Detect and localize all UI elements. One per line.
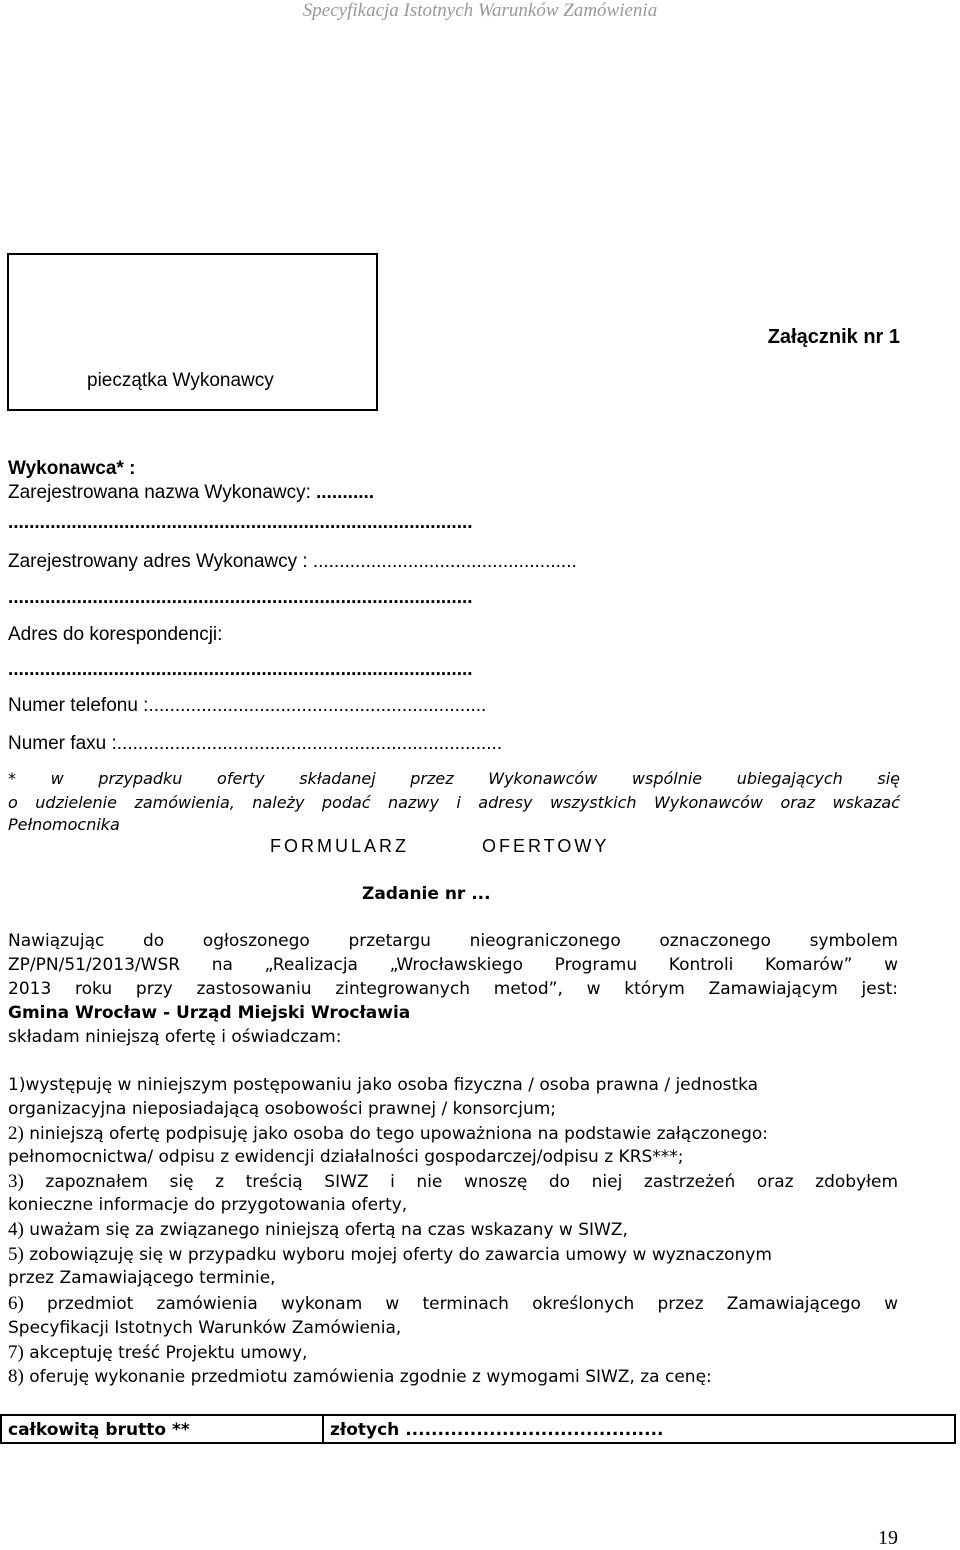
- fax-label: Numer faxu :: [8, 733, 117, 754]
- list-item-6: [8, 1293, 898, 1315]
- item-number: 3): [8, 1171, 24, 1192]
- item-text: akceptuję treść Projektu umowy,: [29, 1343, 308, 1363]
- item-text: przedmiot zamówienia wykonam w terminach określonych przez Zamawiającego w: [47, 1294, 899, 1314]
- list-item-6-cont: Specyfikacji Istotnych Warunków Zamówienia,: [8, 1318, 402, 1338]
- list-item-1: [8, 1075, 758, 1095]
- phone-label: Numer telefonu :: [8, 695, 149, 716]
- form-title-right: OFERTOWY: [482, 836, 610, 856]
- stamp-box: [7, 253, 378, 411]
- list-item-5: [8, 1244, 772, 1266]
- contractor-heading: Wykonawca* :: [8, 458, 136, 479]
- list-item-7: [8, 1342, 307, 1364]
- name-dots: ...........: [316, 482, 375, 503]
- list-item-3: [8, 1171, 898, 1193]
- name-dots-line2: ........................................................................................: [8, 512, 473, 533]
- name-label: Zarejestrowana nazwa Wykonawcy:: [8, 482, 311, 503]
- correspondence-dots: ........................................................................................: [8, 659, 473, 680]
- price-value-cell: złotych ........................................: [330, 1420, 664, 1440]
- phone-field: [8, 695, 486, 717]
- item-text: występuję w niniejszym postępowaniu jako osoba fizyczna / osoba prawna / jednostka: [25, 1075, 759, 1095]
- fax-dots: .........................................................................: [116, 733, 503, 754]
- list-item-1-cont: organizacyjna nieposiadającą osobowości prawnej / konsorcjum;: [8, 1099, 557, 1119]
- item-number: 5): [8, 1244, 24, 1265]
- list-item-3-cont: konieczne informacje do przygotowania oferty,: [8, 1195, 408, 1215]
- intro-line4: Gmina Wrocław - Urząd Miejski Wrocławia: [8, 1003, 411, 1023]
- footnote-line1: * w przypadku oferty składanej przez Wykonawców wspólnie ubiegających się: [8, 769, 900, 788]
- annex-title: Załącznik nr 1: [767, 326, 900, 348]
- item-text: oferuję wykonanie przedmiotu zamówienia zgodnie z wymogami SIWZ, za cenę:: [29, 1367, 712, 1387]
- item-text: niniejszą ofertę podpisuję jako osoba do tego upoważniona na podstawie załączonego:: [29, 1124, 768, 1144]
- item-number: 1): [8, 1075, 26, 1095]
- list-item-8: [8, 1366, 712, 1388]
- list-item-2-cont: pełnomocnictwa/ odpisu z ewidencji działalności gospodarczej/odpisu z KRS***;: [8, 1147, 684, 1167]
- name-field: [8, 482, 374, 504]
- document-header: Specyfikacja Istotnych Warunków Zamówienia: [302, 0, 658, 21]
- list-item-2: [8, 1123, 768, 1145]
- footnote-line2: o udzielenie zamówienia, należy podać nazwy i adresy wszystkich Wykonawców oraz wskazać: [8, 793, 900, 812]
- footnote-line3: Pełnomocnika: [8, 815, 120, 834]
- item-text: uważam się za związanego niniejszą ofertą na czas wskazany w SIWZ,: [29, 1220, 628, 1240]
- item-text: zapoznałem się z treścią SIWZ i nie wnoszę do niej zastrzeżeń oraz zdobyłem: [45, 1172, 899, 1192]
- fax-field: [8, 733, 502, 755]
- form-title-left: FORMULARZ: [270, 836, 409, 856]
- intro-line5: składam niniejszą ofertę i oświadczam:: [8, 1027, 342, 1047]
- address-label: Zarejestrowany adres Wykonawcy :: [8, 551, 308, 572]
- intro-line3: 2013 roku przy zastosowaniu zintegrowanych metod”, w którym Zamawiającym jest:: [8, 979, 898, 999]
- page-number: 19: [878, 1527, 898, 1549]
- price-table: [0, 1414, 956, 1444]
- item-number: 2): [8, 1123, 24, 1144]
- phone-dots: ................................................................: [148, 695, 487, 716]
- list-item-4: [8, 1219, 628, 1241]
- item-number: 8): [8, 1366, 24, 1387]
- intro-line2: ZP/PN/51/2013/WSR na „Realizacja „Wrocławskiego Programu Kontroli Komarów” w: [8, 955, 898, 975]
- item-number: 4): [8, 1219, 24, 1240]
- item-number: 6): [8, 1293, 24, 1314]
- address-dots-line2: ........................................................................................: [8, 587, 473, 608]
- address-dots: ..................................................: [312, 551, 577, 572]
- intro-line1: Nawiązując do ogłoszonego przetargu nieograniczonego oznaczonego symbolem: [8, 931, 898, 951]
- item-text: zobowiązuję się w przypadku wyboru mojej oferty do zawarcia umowy w wyznaczonym: [29, 1245, 772, 1265]
- correspondence-label: Adres do korespondencji:: [8, 624, 223, 645]
- list-item-5-cont: przez Zamawiającego terminie,: [8, 1268, 276, 1288]
- price-label-cell: całkowitą brutto **: [2, 1416, 324, 1442]
- item-number: 7): [8, 1342, 24, 1363]
- stamp-label: pieczątka Wykonawcy: [87, 370, 274, 391]
- address-field: [8, 551, 577, 573]
- task-number: Zadanie nr ...: [362, 884, 491, 904]
